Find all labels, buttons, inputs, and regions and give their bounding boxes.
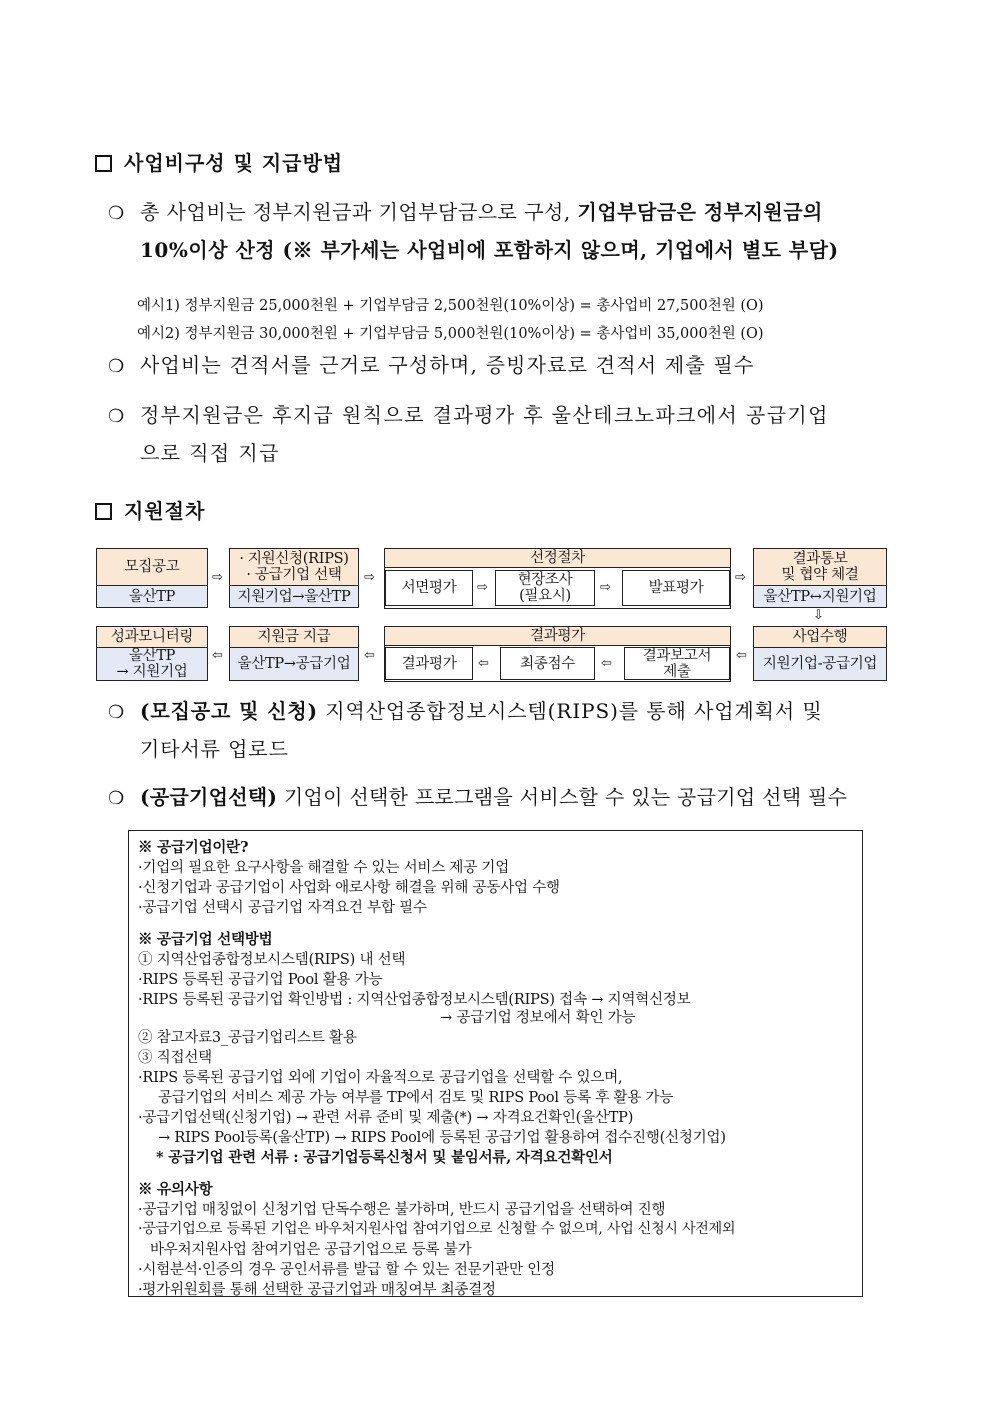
bullet-recruit-apply: (모집공고 및 신청) 지역산업종합정보시스템(RIPS)를 통해 사업계획서 및 기타서류 업로드 xyxy=(140,699,823,761)
note-line: ·공급기업 선택시 공급기업 자격요건 부합 필수 xyxy=(138,900,427,916)
flow-result-title: 결과평가 xyxy=(384,626,731,646)
flow-monitor-sub: 울산TP → 지원기업 xyxy=(96,647,208,681)
arrow-down-icon: ⇩ xyxy=(813,608,824,623)
arrow-left-icon: ⇦ xyxy=(364,648,375,663)
arrow-left-icon: ⇦ xyxy=(212,648,223,663)
note-line: ·공급기업 매칭없이 신청기업 단독수행은 불가하며, 반드시 공급기업을 선택하여 진행 xyxy=(138,1202,666,1218)
flow-report-submit: 결과보고서 제출 xyxy=(624,647,730,680)
flow-pay-sub: 울산TP→공급기업 xyxy=(229,647,359,681)
note-line: → 공급기업 정보에서 확인 가능 xyxy=(440,1010,636,1026)
flow-selection-title: 선정절차 xyxy=(384,548,731,568)
flow-presentation: 발표평가 xyxy=(622,570,730,606)
flow-apply-title: · 지원신청(RIPS) · 공급기업 선택 xyxy=(229,548,359,586)
bullet-icon: ❍ xyxy=(108,203,125,224)
note-line: ① 지역산업종합정보시스템(RIPS) 내 선택 xyxy=(138,952,406,968)
flow-result-eval: 결과평가 xyxy=(385,647,473,680)
flow-notify-title: 결과통보 및 협약 체결 xyxy=(753,548,887,586)
arrow-left-icon: ⇦ xyxy=(736,648,747,663)
note-line: ·RIPS 등록된 공급기업 외에 기업이 자율적으로 공급기업을 선택할 수 있으며, xyxy=(138,1070,623,1086)
checkbox-square-icon xyxy=(95,503,112,520)
note-heading-method: ※ 공급기업 선택방법 xyxy=(138,931,273,948)
arrow-right-icon: ⇨ xyxy=(364,570,375,585)
checkbox-square-icon xyxy=(95,155,112,172)
flow-apply-sub: 지원기업→울산TP xyxy=(229,585,359,608)
arrow-right-icon: ⇨ xyxy=(735,570,746,585)
note-line: ·기업의 필요한 요구사항을 해결할 수 있는 서비스 제공 기업 xyxy=(138,860,510,876)
note-line: ·RIPS 등록된 공급기업 확인방법 : 지역산업종합정보시스템(RIPS) 접속 → 지역혁신정보 xyxy=(138,992,691,1008)
bullet-icon: ❍ xyxy=(108,702,125,723)
note-line: ·신청기업과 공급기업이 사업화 애로사항 해결을 위해 공동사업 수행 xyxy=(138,880,560,896)
arrow-right-icon: ⇨ xyxy=(477,580,488,595)
bullet-icon: ❍ xyxy=(108,356,125,377)
note-heading-caution: ※ 유의사항 xyxy=(138,1181,213,1198)
flow-execute-sub: 지원기업-공급기업 xyxy=(753,647,887,681)
arrow-left-icon: ⇦ xyxy=(601,656,612,671)
flow-monitor-title: 성과모니터링 xyxy=(96,626,208,648)
bullet-estimate: 사업비는 견적서를 근거로 구성하며, 증빙자료로 견적서 제출 필수 xyxy=(140,353,755,377)
flow-site-visit: 현장조사 (필요시) xyxy=(495,570,595,606)
note-line: 바우처지원사업 참여기업은 공급기업으로 등록 불가 xyxy=(150,1242,472,1258)
section-title-budget: 사업비구성 및 지급방법 xyxy=(95,147,343,176)
note-line: ·평가위원회를 통해 선택한 공급기업과 매칭여부 최종결정 xyxy=(138,1282,496,1298)
note-line: ·시험분석·인증의 경우 공인서류를 발급 할 수 있는 전문기관만 인정 xyxy=(138,1262,555,1278)
note-line: → RIPS Pool등록(울산TP) → RIPS Pool에 등록된 공급기업 활용하여 접수진행(신청기업) xyxy=(158,1130,726,1146)
example-1: 예시1) 정부지원금 25,000천원 + 기업부담금 2,500천원(10%이상) = 총사업비 27,500천원 (O) xyxy=(137,298,764,314)
flow-recruit-sub: 울산TP xyxy=(96,585,208,608)
example-2: 예시2) 정부지원금 30,000천원 + 기업부담금 5,000천원(10%이상) = 총사업비 35,000천원 (O) xyxy=(137,326,764,342)
note-line-docs: * 공급기업 관련 서류 : 공급기업등록신청서 및 붙임서류, 자격요건확인서 xyxy=(156,1149,613,1166)
section-title-procedure: 지원절차 xyxy=(95,495,205,524)
note-line: 공급기업의 서비스 제공 가능 여부를 TP에서 검토 및 RIPS Pool 등록 후 활용 가능 xyxy=(158,1090,674,1106)
note-heading-supplier: ※ 공급기업이란? xyxy=(138,839,249,856)
flow-pay-title: 지원금 지급 xyxy=(229,626,359,648)
note-line: ·공급기업으로 등록된 기업은 바우처지원사업 참여기업으로 신청할 수 없으며, 사업 신청시 사전제외 xyxy=(138,1221,736,1237)
bullet-payment: 정부지원금은 후지급 원칙으로 결과평가 후 울산테크노파크에서 공급기업 으로 직접 지급 xyxy=(140,403,829,465)
arrow-left-icon: ⇦ xyxy=(478,656,489,671)
bullet-icon: ❍ xyxy=(108,788,125,809)
flow-notify-sub: 울산TP↔지원기업 xyxy=(753,585,887,608)
flow-recruit-title: 모집공고 xyxy=(96,548,208,586)
arrow-right-icon: ⇨ xyxy=(212,570,223,585)
note-line: ·공급기업선택(신청기업) → 관련 서류 준비 및 제출(*) → 자격요건확인(울산TP) xyxy=(138,1110,634,1126)
note-line: ·RIPS 등록된 공급기업 Pool 활용 가능 xyxy=(138,972,383,988)
bullet-icon: ❍ xyxy=(108,406,125,427)
note-line: ② 참고자료3_공급기업리스트 활용 xyxy=(138,1030,357,1046)
arrow-right-icon: ⇨ xyxy=(600,580,611,595)
flow-execute-title: 사업수행 xyxy=(753,626,887,648)
note-line: ③ 직접선택 xyxy=(138,1050,212,1066)
flow-final-check: 최종점수 xyxy=(500,647,595,680)
bullet-budget-composition: 총 사업비는 정부지원금과 기업부담금으로 구성, 기업부담금은 정부지원금의 10%이상 산정 (※ 부가세는 사업비에 포함하지 않으며, 기업에서 별도 부담) xyxy=(140,200,839,262)
bullet-supplier-select: (공급기업선택) 기업이 선택한 프로그램을 서비스할 수 있는 공급기업 선택 필수 xyxy=(140,785,848,809)
flow-doc-review: 서면평가 xyxy=(385,570,473,606)
